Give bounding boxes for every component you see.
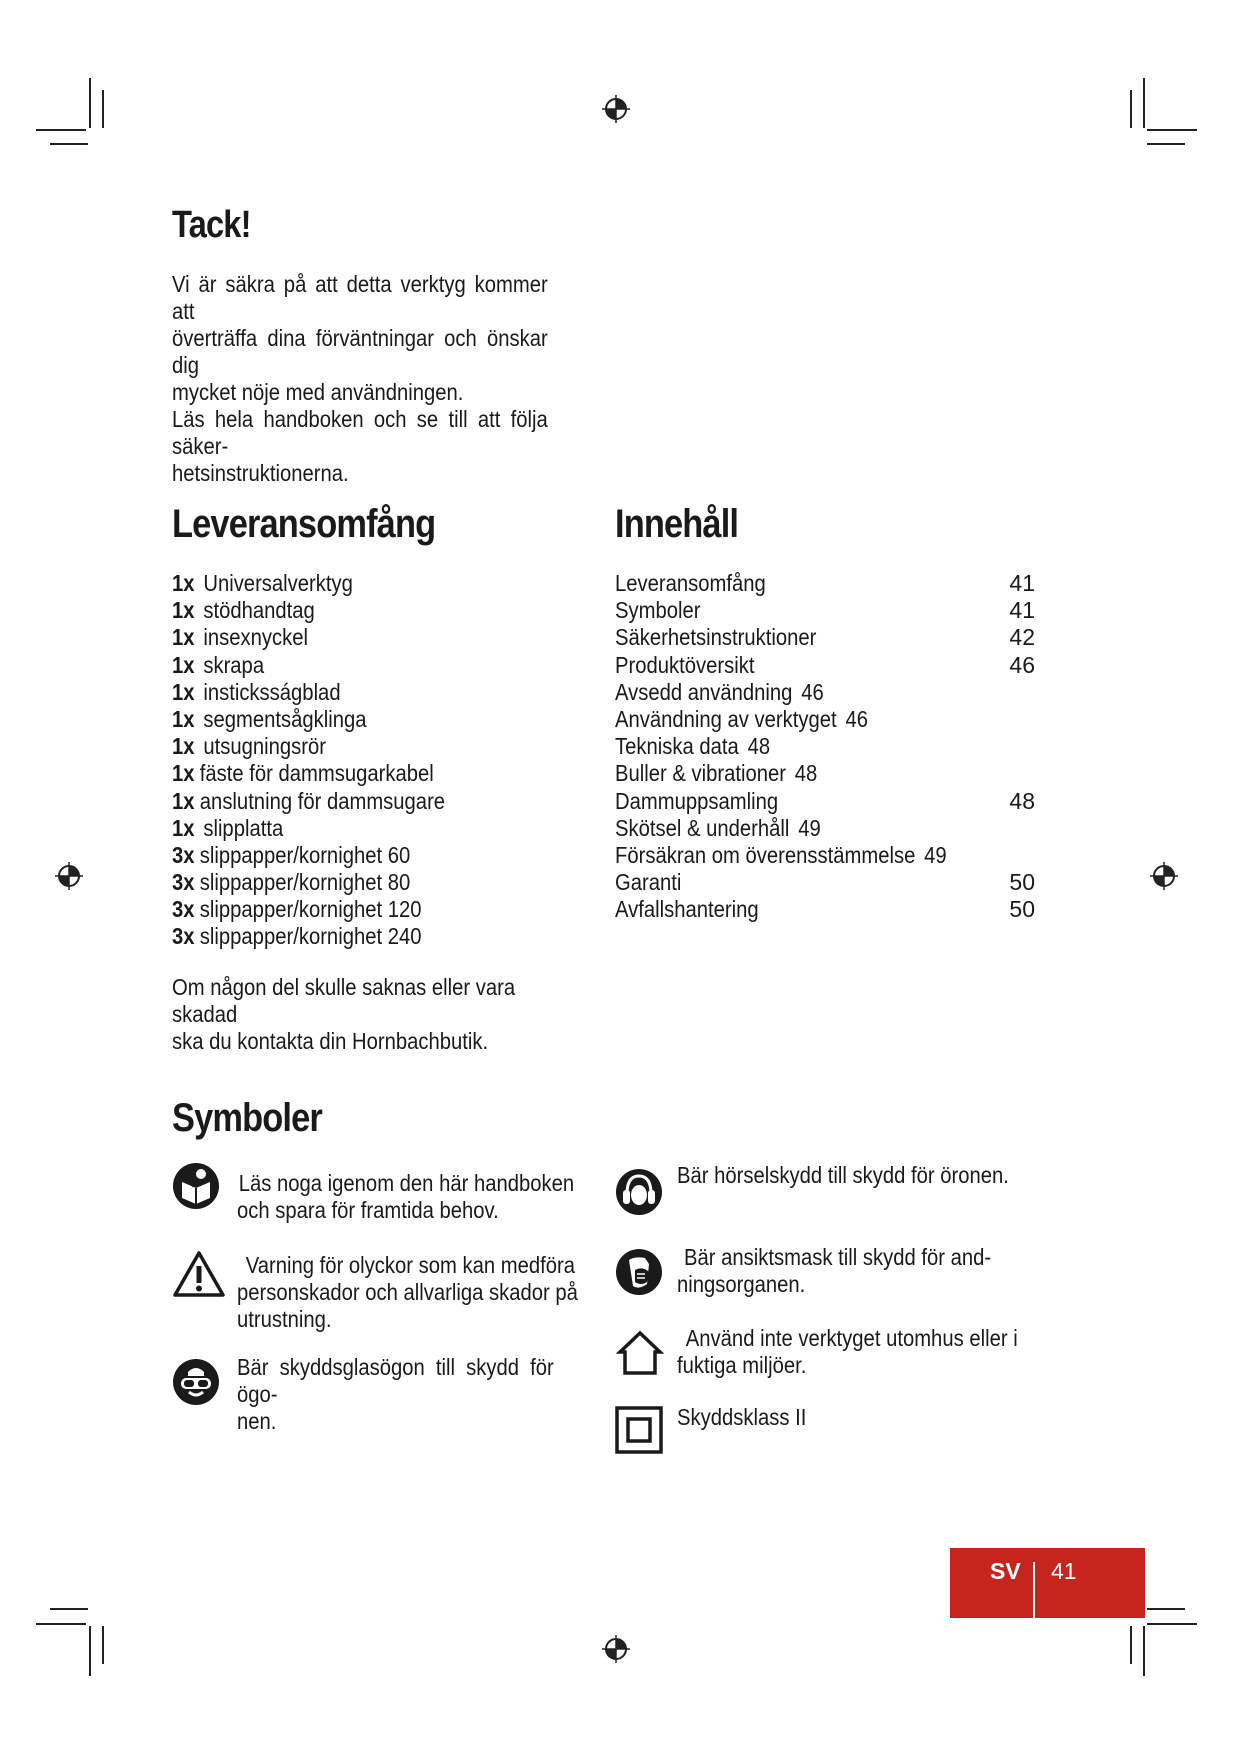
toc-entry: Säkerhetsinstruktioner 42 xyxy=(615,624,1035,651)
toc-entry: Avfallshantering 50 xyxy=(615,896,1035,923)
list-item: 1x Universalverktyg xyxy=(172,570,353,596)
tab-divider xyxy=(1033,1562,1035,1618)
text-line: mycket nöje med användningen. xyxy=(172,379,464,405)
symbol-text: Använd inte verktyget utomhus eller i fuktiga miljöer. xyxy=(677,1325,1018,1378)
toc-entry: Försäkran om överensstämmelse 49 xyxy=(615,841,947,868)
symbol-warning xyxy=(172,1244,612,1334)
symbol-text: Läs noga igenom den här handboken och spara för framtida behov. xyxy=(237,1170,575,1223)
toc-entry: Dammuppsamling 48 xyxy=(615,787,1035,814)
toc-entry: Buller & vibrationer 48 xyxy=(615,760,818,787)
page-tab xyxy=(950,1548,1145,1618)
safety-goggles-icon xyxy=(172,1358,220,1406)
symbol-text: Skyddsklass II xyxy=(677,1404,807,1430)
crop-mark xyxy=(1147,1623,1197,1625)
list-item: 3x slippapper/kornighet 120 xyxy=(172,896,422,923)
crop-mark xyxy=(50,1608,88,1610)
crop-mark xyxy=(102,1626,104,1664)
warning-triangle-icon xyxy=(172,1250,226,1298)
text-line: Om någon del skulle saknas eller vara skadad xyxy=(172,974,516,1027)
double-insulation-icon xyxy=(615,1406,663,1454)
thanks-title: Tack! xyxy=(172,204,251,246)
toc-entry: Användning av verktyget 46 xyxy=(615,705,868,732)
ear-protection-icon xyxy=(615,1168,663,1216)
list-item: 3x slippapper/kornighet 240 xyxy=(172,923,422,950)
delivery-title: Leveransomfång xyxy=(172,502,436,546)
delivery-list xyxy=(172,570,612,951)
registration-mark-icon xyxy=(1149,861,1179,891)
thanks-paragraph xyxy=(172,271,548,487)
symbol-text: Varning för olyckor som kan medföra personskador och allvarliga skador på utrustning. xyxy=(237,1252,578,1332)
list-item: 1x slipplatta xyxy=(172,814,284,841)
page-number: 41 xyxy=(1051,1558,1077,1584)
list-item: 1x insticksságblad xyxy=(172,678,341,705)
text-line: ska du kontakta din Hornbachbutik. xyxy=(172,1028,489,1054)
toc-entry: Produktöversikt 46 xyxy=(615,651,1035,678)
crop-mark xyxy=(1130,90,1132,128)
house-icon xyxy=(615,1329,665,1377)
registration-mark-icon xyxy=(601,1634,631,1664)
read-manual-icon xyxy=(172,1162,220,1210)
list-item: 1x skrapa xyxy=(172,651,265,678)
crop-mark xyxy=(102,90,104,128)
list-item: 1x insexnyckel xyxy=(172,624,308,651)
list-item: 1x stödhandtag xyxy=(172,597,315,624)
symbol-read-manual xyxy=(172,1162,612,1242)
registration-mark-icon xyxy=(601,94,631,124)
delivery-note xyxy=(172,974,559,1055)
toc-entry: Tekniska data 48 xyxy=(615,733,771,760)
symbol-ear-protection xyxy=(615,1162,1045,1222)
list-item: 1x fäste för dammsugarkabel xyxy=(172,760,434,787)
face-mask-icon xyxy=(615,1248,663,1296)
list-item: 1x anslutning för dammsugare xyxy=(172,787,446,814)
text-line: överträffa dina förväntningar och önskar dig xyxy=(172,325,548,378)
list-item: 1x segmentsågklinga xyxy=(172,705,367,732)
crop-mark xyxy=(1143,1626,1145,1676)
table-of-contents xyxy=(615,570,1035,923)
text-line: hetsinstruktionerna. xyxy=(172,460,349,486)
list-item: 3x slippapper/kornighet 60 xyxy=(172,841,411,868)
symbol-text: Bär ansiktsmask till skydd för and- ningsorganen. xyxy=(677,1244,992,1297)
list-item: 3x slippapper/kornighet 80 xyxy=(172,869,411,896)
language-code: SV xyxy=(990,1558,1021,1584)
toc-entry: Skötsel & underhåll 49 xyxy=(615,814,821,841)
registration-mark-icon xyxy=(54,861,84,891)
crop-mark xyxy=(89,78,91,128)
list-item: 1x utsugningsrör xyxy=(172,733,326,760)
crop-mark xyxy=(36,129,86,131)
text-line: Vi är säkra på att detta verktyg kommer att xyxy=(172,271,548,324)
crop-mark xyxy=(50,143,88,145)
text-line: Läs hela handboken och se till att följa säker- xyxy=(172,406,548,459)
symbol-text: Bär hörselskydd till skydd för öronen. xyxy=(677,1162,1009,1188)
contents-title: Innehåll xyxy=(615,502,739,546)
toc-entry: Garanti 50 xyxy=(615,869,1035,896)
crop-mark xyxy=(89,1626,91,1676)
symbol-safety-goggles xyxy=(172,1354,612,1434)
crop-mark xyxy=(1130,1626,1132,1664)
toc-entry: Avsedd användning 46 xyxy=(615,678,824,705)
symbol-text: Bär skyddsglasögon till skydd för ögo- nen. xyxy=(237,1354,554,1434)
toc-entry: Leveransomfång 41 xyxy=(615,570,1035,596)
symbol-protection-class xyxy=(615,1404,915,1464)
symbol-indoor-use xyxy=(615,1325,1055,1395)
toc-entry: Symboler 41 xyxy=(615,597,1035,624)
crop-mark xyxy=(1147,143,1185,145)
crop-mark xyxy=(36,1623,86,1625)
crop-mark xyxy=(1147,129,1197,131)
crop-mark xyxy=(1143,78,1145,128)
symbols-title: Symboler xyxy=(172,1096,322,1140)
crop-mark xyxy=(1147,1608,1185,1610)
symbol-face-mask xyxy=(615,1244,1055,1314)
